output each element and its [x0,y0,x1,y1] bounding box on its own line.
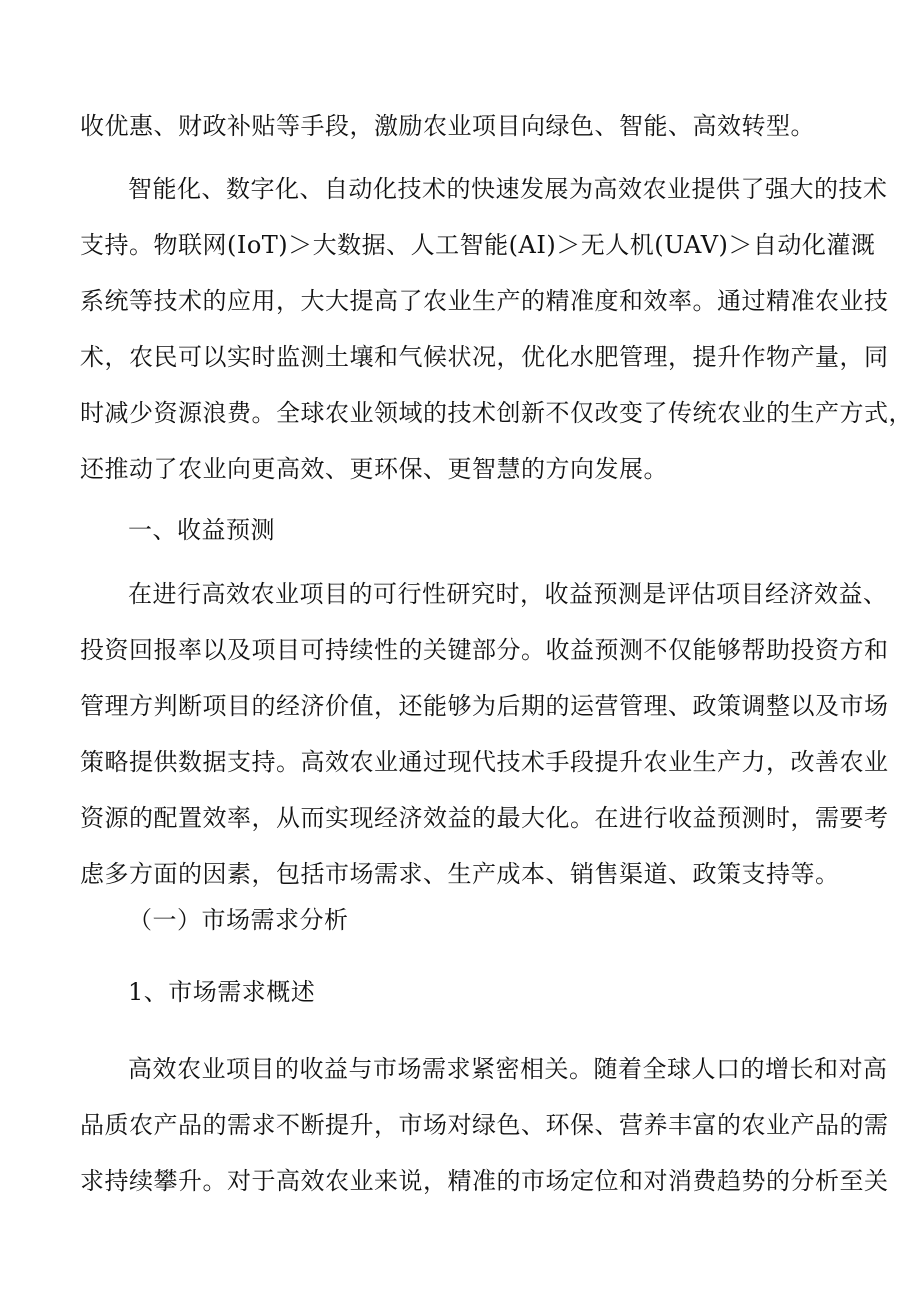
paragraph-line: 管理方判断项目的经济价值，还能够为后期的运营管理、政策调整以及市场 [80,692,889,720]
paragraph-line: 还推动了农业向更高效、更环保、更智慧的方向发展。 [80,455,668,483]
paragraph-line: 收优惠、财政补贴等手段，激励农业项目向绿色、智能、高效转型。 [80,112,815,140]
paragraph-line: 支持。物联网(IoT)＞大数据、人工智能(AI)＞无人机(UAV)＞自动化灌溉 [80,231,876,259]
section-heading: 一、收益预测 [128,516,275,544]
paragraph-line: 时减少资源浪费。全球农业领域的技术创新不仅改变了传统农业的生产方式， [80,399,913,427]
paragraph-line: 投资回报率以及项目可持续性的关键部分。收益预测不仅能够帮助投资方和 [80,636,889,664]
paragraph-line: 品质农产品的需求不断提升，市场对绿色、环保、营养丰富的农业产品的需 [80,1111,889,1139]
paragraph-line: 策略提供数据支持。高效农业通过现代技术手段提升农业生产力，改善农业 [80,748,889,776]
paragraph-line: 系统等技术的应用，大大提高了农业生产的精准度和效率。通过精准农业技 [80,287,889,315]
paragraph-line: 在进行高效农业项目的可行性研究时，收益预测是评估项目经济效益、 [128,580,888,608]
paragraph-line: 资源的配置效率，从而实现经济效益的最大化。在进行收益预测时，需要考 [80,804,889,832]
paragraph-line: 高效农业项目的收益与市场需求紧密相关。随着全球人口的增长和对高 [128,1055,888,1083]
numbered-heading: 1、市场需求概述 [128,978,316,1006]
paragraph-line: 智能化、数字化、自动化技术的快速发展为高效农业提供了强大的技术 [128,175,888,203]
subsection-heading: （一）市场需求分析 [128,906,349,934]
paragraph-line: 求持续攀升。对于高效农业来说，精准的市场定位和对消费趋势的分析至关 [80,1167,889,1195]
paragraph-line: 虑多方面的因素，包括市场需求、生产成本、销售渠道、政策支持等。 [80,860,840,888]
paragraph-line: 术，农民可以实时监测土壤和气候状况，优化水肥管理，提升作物产量，同 [80,343,889,371]
